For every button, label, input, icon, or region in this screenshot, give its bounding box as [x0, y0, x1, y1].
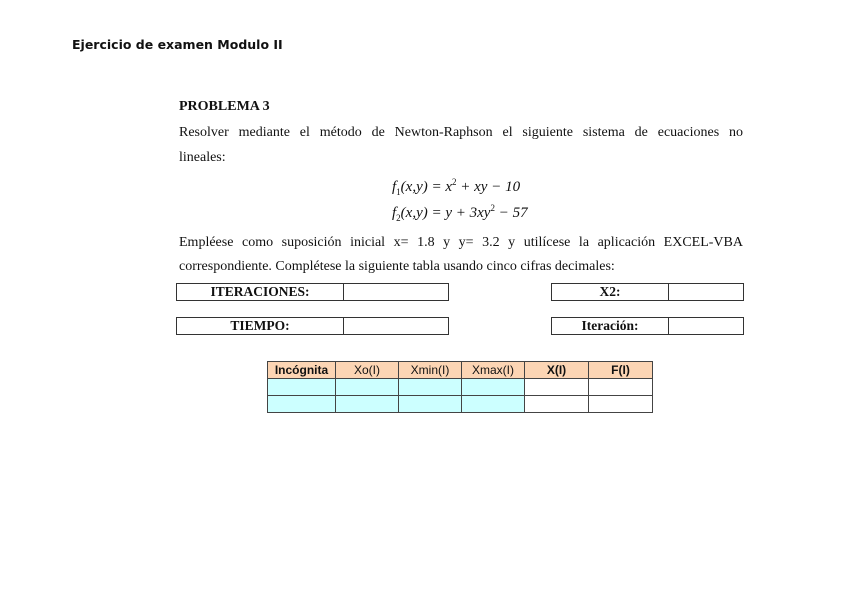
iteraciones-value-field[interactable] [344, 284, 449, 301]
table-cell[interactable] [268, 396, 336, 413]
table-cell[interactable] [336, 379, 399, 396]
problem-statement-line-1: Resolver mediante el método de Newton-Raphson el siguiente sistema de ecuaciones no [179, 125, 743, 140]
tiempo-value-field[interactable] [344, 318, 449, 335]
header-x: X(I) [525, 362, 589, 379]
table-row [268, 396, 653, 413]
table-cell[interactable] [589, 396, 653, 413]
iteracion-label: Iteración: [552, 318, 669, 335]
header-f: F(I) [589, 362, 653, 379]
table-cell[interactable] [462, 379, 525, 396]
tiempo-box [176, 317, 449, 335]
header-xmax: Xmax(I) [462, 362, 525, 379]
problem-statement-line-4: correspondiente. Complétese la siguiente tabla usando cinco cifras decimales: [179, 259, 615, 274]
x2-box [551, 283, 744, 301]
header-xo: Xo(I) [336, 362, 399, 379]
iteraciones-label: ITERACIONES: [177, 284, 344, 301]
table-cell[interactable] [399, 379, 462, 396]
table-cell[interactable] [589, 379, 653, 396]
equation-f2: $f_2(x,y) = y + 3xy^2 - 57$ [392, 203, 528, 223]
x2-label: X2: [552, 284, 669, 301]
iteraciones-box [176, 283, 449, 301]
table-cell[interactable] [525, 396, 589, 413]
table-cell[interactable] [336, 396, 399, 413]
problem-title: PROBLEMA 3 [179, 99, 270, 114]
problem-statement-line-2: lineales: [179, 150, 226, 165]
problem-statement-line-3: Empléese como suposición inicial x= 1.8 y y= 3.2 y utilícese la aplicación EXCEL-VBA [179, 235, 743, 250]
iteracion-box [551, 317, 744, 335]
table-row [268, 379, 653, 396]
tiempo-label: TIEMPO: [177, 318, 344, 335]
table-cell[interactable] [399, 396, 462, 413]
results-table [267, 361, 653, 413]
iteracion-value-field[interactable] [669, 318, 744, 335]
equation-f1: $f_1(x,y) = x^2$ + xy − 10 [392, 177, 521, 197]
results-table-header-row [268, 362, 653, 379]
table-cell[interactable] [462, 396, 525, 413]
header-incognita: Incógnita [268, 362, 336, 379]
table-cell[interactable] [525, 379, 589, 396]
table-cell[interactable] [268, 379, 336, 396]
document-header-title: Ejercicio de examen Modulo II [72, 37, 283, 52]
x2-value-field[interactable] [669, 284, 744, 301]
header-xmin: Xmin(I) [399, 362, 462, 379]
